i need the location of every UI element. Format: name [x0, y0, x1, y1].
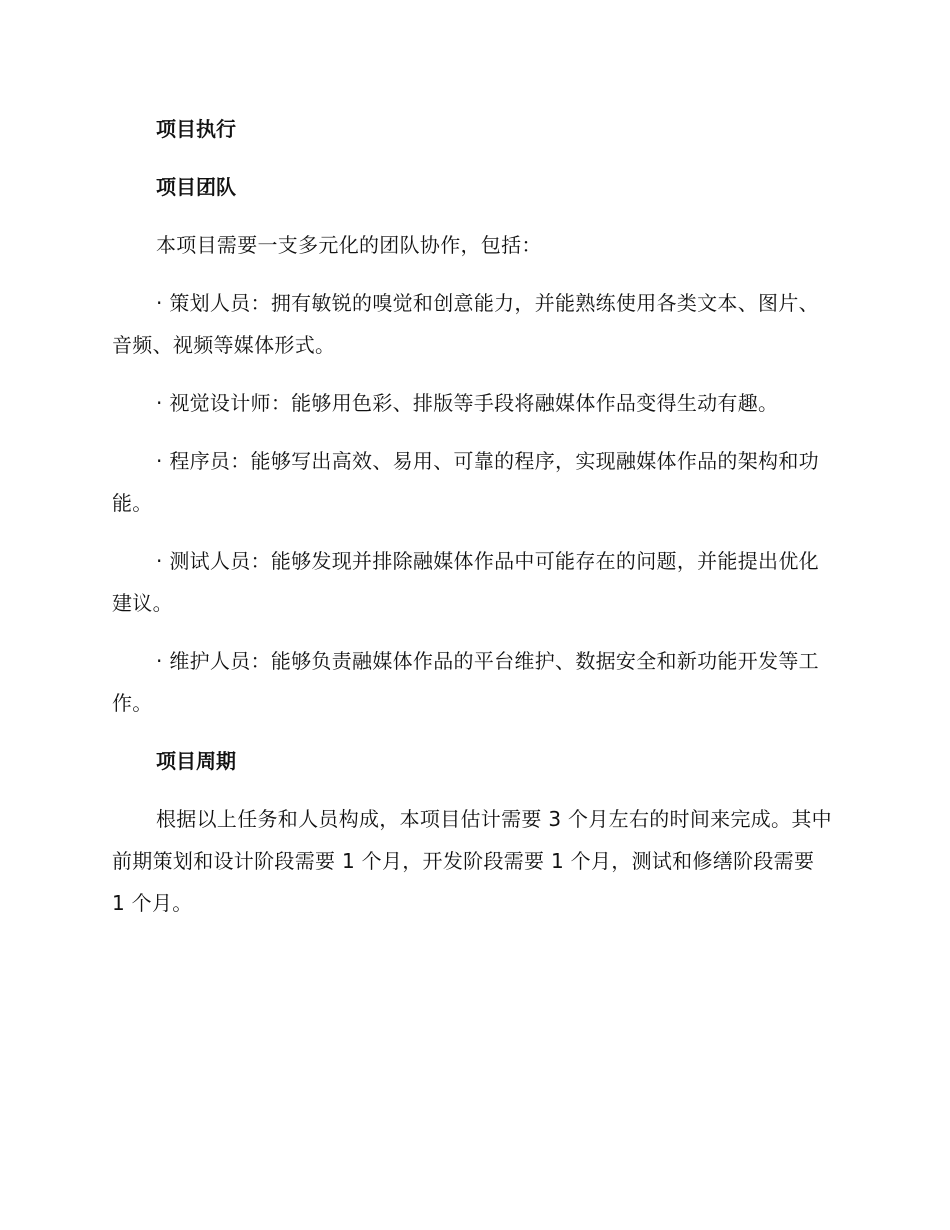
schedule-text: 根据以上任务和人员构成，本项目估计需要 3 个月左右的时间来完成。其中前期策划和设计阶段需要 1 个月，开发阶段需要 1 个月，测试和修缮阶段需要 1 个月。 [112, 807, 832, 915]
role-planner: · 策划人员：拥有敏锐的嗅觉和创意能力，并能熟练使用各类文本、图片、音频、视频等媒体形式。 [112, 291, 819, 357]
document-page [112, 108, 832, 940]
schedule-heading: 项目周期 [156, 749, 236, 773]
role-maintainer: · 维护人员：能够负责融媒体作品的平台维护、数据安全和新功能开发等工作。 [112, 649, 819, 715]
team-intro: 本项目需要一支多元化的团队协作，包括： [156, 233, 542, 257]
role-programmer: · 程序员：能够写出高效、易用、可靠的程序，实现融媒体作品的架构和功能。 [112, 449, 819, 515]
role-visual-designer: · 视觉设计师：能够用色彩、排版等手段将融媒体作品变得生动有趣。 [156, 391, 779, 415]
section-title: 项目执行 [156, 117, 236, 141]
role-tester: · 测试人员：能够发现并排除融媒体作品中可能存在的问题，并能提出优化建议。 [112, 549, 819, 615]
team-heading: 项目团队 [156, 175, 236, 199]
